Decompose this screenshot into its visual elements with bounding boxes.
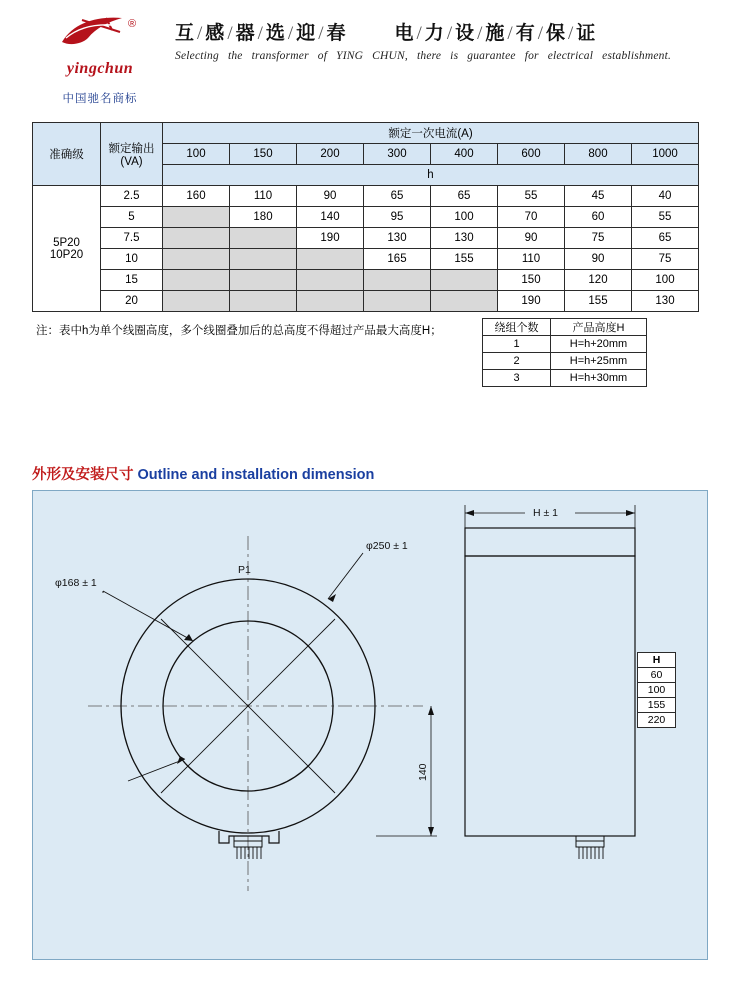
cell-h-value: [163, 228, 230, 249]
header-current-150: 150: [230, 144, 297, 165]
header-current-200: 200: [297, 144, 364, 165]
cell-h-value: 160: [163, 186, 230, 207]
header-rated-output: 额定输出 (VA): [101, 123, 163, 186]
winding-height-table: [482, 318, 647, 387]
cell-h-value: 65: [364, 186, 431, 207]
mini-header-height: 产品高度H: [551, 319, 647, 336]
slogan-english: Selecting the transformer of YING CHUN, there is guarantee for electrical establishment.: [175, 50, 672, 62]
h-row: [638, 698, 676, 713]
cell-rated-output: 10: [101, 249, 163, 270]
cell-h-value: 65: [431, 186, 498, 207]
spec-table: [32, 122, 699, 312]
cell-h-value: [230, 270, 297, 291]
cell-h-value: 110: [230, 186, 297, 207]
spec-table-wrap: [32, 122, 699, 312]
table-row: [33, 249, 699, 270]
outline-drawing: [32, 490, 708, 960]
section-title: [32, 463, 374, 484]
table-note: 注：表中h为单个线圈高度，多个线圈叠加后的总高度不得超过产品最大高度H；: [36, 325, 442, 337]
h-cell: 155: [638, 698, 676, 713]
cell-h-value: 180: [230, 207, 297, 228]
cell-h-value: 150: [498, 270, 565, 291]
cell-h-value: [230, 291, 297, 312]
mini-cell-height: H=h+25mm: [551, 353, 647, 370]
cell-h-value: 155: [431, 249, 498, 270]
label-inner-dia: φ168 ± 1: [55, 577, 97, 589]
label-p1: P1: [238, 564, 251, 576]
side-terminal: [576, 836, 604, 859]
cell-accuracy-class: 5P20 10P20: [33, 186, 101, 312]
cell-h-value: 90: [565, 249, 632, 270]
cell-h-value: 100: [431, 207, 498, 228]
mini-row: [483, 370, 647, 387]
h-values-table-wrap: [637, 652, 676, 728]
h-cell: 100: [638, 683, 676, 698]
h-values-table: [637, 652, 676, 728]
cell-rated-output: 20: [101, 291, 163, 312]
cell-h-value: 45: [565, 186, 632, 207]
cell-rated-output: 5: [101, 207, 163, 228]
section-title-cn: 外形及安装尺寸: [32, 467, 134, 483]
cell-h-value: 90: [297, 186, 364, 207]
cell-h-value: [297, 270, 364, 291]
leader-outer-dia: [328, 553, 363, 602]
label-height-dim: H ± 1: [533, 507, 559, 519]
cell-h-value: [163, 249, 230, 270]
cell-h-value: [364, 291, 431, 312]
header-current-400: 400: [431, 144, 498, 165]
mini-header-row: [483, 319, 647, 336]
cell-h-value: [163, 270, 230, 291]
cell-h-value: 75: [632, 249, 699, 270]
side-top-cap: [465, 528, 635, 556]
cell-rated-output: 2.5: [101, 186, 163, 207]
side-body: [465, 556, 635, 836]
cell-h-value: 110: [498, 249, 565, 270]
mini-cell-windings: 3: [483, 370, 551, 387]
label-outer-dia: φ250 ± 1: [366, 540, 408, 552]
cell-h-value: 140: [297, 207, 364, 228]
cell-h-value: 75: [565, 228, 632, 249]
mini-cell-height: H=h+20mm: [551, 336, 647, 353]
table-row: [33, 228, 699, 249]
table-row: [33, 186, 699, 207]
cell-h-value: [431, 270, 498, 291]
brand-subtitle: 中国驰名商标: [62, 93, 138, 105]
mini-cell-height: H=h+30mm: [551, 370, 647, 387]
h-header-row: [638, 653, 676, 668]
swoosh-icon: [60, 16, 138, 46]
cell-h-value: [297, 291, 364, 312]
slogan-block: [175, 18, 730, 62]
mini-row: [483, 336, 647, 353]
cell-h-value: 155: [565, 291, 632, 312]
label-vert-dim: 140: [417, 763, 429, 781]
brand-pinyin: yingchun: [66, 60, 134, 77]
h-cell: 60: [638, 668, 676, 683]
h-row: [638, 683, 676, 698]
cell-h-value: 95: [364, 207, 431, 228]
mini-cell-windings: 2: [483, 353, 551, 370]
table-header-row-1: [33, 123, 699, 144]
header-current-300: 300: [364, 144, 431, 165]
cell-h-value: [431, 291, 498, 312]
cell-h-value: 130: [632, 291, 699, 312]
h-row: [638, 668, 676, 683]
h-header: H: [638, 653, 676, 668]
drawing-svg: [33, 491, 709, 961]
cell-h-value: 190: [498, 291, 565, 312]
cell-h-value: 190: [297, 228, 364, 249]
cell-rated-output: 7.5: [101, 228, 163, 249]
cell-h-value: 130: [364, 228, 431, 249]
header-current-1000: 1000: [632, 144, 699, 165]
cell-h-value: 55: [632, 207, 699, 228]
slogan-chinese: 互 / 感 / 器 / 选 / 迎 / 春 电 / 力 / 设 / 施 / 有 / 保 / 证: [175, 23, 597, 44]
cell-h-value: 120: [565, 270, 632, 291]
mini-cell-windings: 1: [483, 336, 551, 353]
h-row: [638, 713, 676, 728]
registered-mark-icon: ®: [128, 18, 137, 30]
header-rated-primary-current: 额定一次电流(A): [163, 123, 699, 144]
mini-row: [483, 353, 647, 370]
cell-h-value: [163, 207, 230, 228]
h-cell: 220: [638, 713, 676, 728]
cell-h-value: 60: [565, 207, 632, 228]
cell-h-value: 90: [498, 228, 565, 249]
cell-h-value: [230, 249, 297, 270]
cell-h-value: 165: [364, 249, 431, 270]
table-row: [33, 270, 699, 291]
header-current-100: 100: [163, 144, 230, 165]
cell-h-value: 70: [498, 207, 565, 228]
cell-h-value: 55: [498, 186, 565, 207]
cell-h-value: 65: [632, 228, 699, 249]
header-current-800: 800: [565, 144, 632, 165]
brand-logo: [40, 14, 160, 106]
cell-h-value: 40: [632, 186, 699, 207]
cell-rated-output: 15: [101, 270, 163, 291]
logo-mark: [40, 14, 160, 62]
table-row: [33, 291, 699, 312]
page-header: [0, 0, 740, 105]
leader-inner-dia: [103, 591, 193, 781]
winding-height-table-wrap: [482, 318, 647, 387]
header-h: h: [163, 165, 699, 186]
section-title-en: Outline and installation dimension: [137, 467, 375, 483]
cell-h-value: [230, 228, 297, 249]
table-row: [33, 207, 699, 228]
cell-h-value: [364, 270, 431, 291]
cell-h-value: 100: [632, 270, 699, 291]
header-accuracy-class: 准确级: [33, 123, 101, 186]
cell-h-value: [297, 249, 364, 270]
cell-h-value: 130: [431, 228, 498, 249]
header-current-600: 600: [498, 144, 565, 165]
mini-header-windings: 绕组个数: [483, 319, 551, 336]
cell-h-value: [163, 291, 230, 312]
